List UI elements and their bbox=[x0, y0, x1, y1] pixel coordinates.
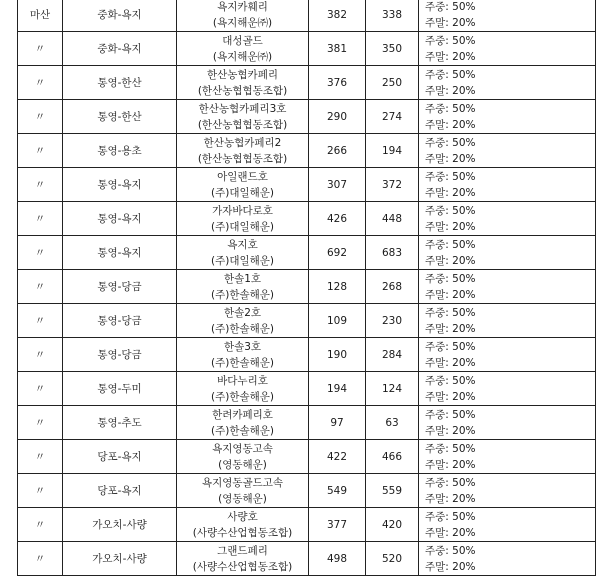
capacity-cell: 422 bbox=[309, 440, 366, 474]
passengers-cell: 683 bbox=[366, 236, 419, 270]
table-row bbox=[18, 0, 596, 32]
ship-operator: (욕지해운㈜) bbox=[212, 50, 273, 63]
weekend-rate: 주말: 20% bbox=[425, 322, 476, 335]
ship-operator: (주)한솔해운) bbox=[210, 424, 274, 437]
weekend-rate: 주말: 20% bbox=[425, 288, 476, 301]
ship-name: 욕지호 bbox=[227, 238, 258, 251]
ship-name: 한려카페리호 bbox=[212, 408, 273, 421]
rate-cell bbox=[419, 100, 596, 134]
route-cell: 통영-당금 bbox=[63, 338, 177, 372]
ship-operator: (한산농협협동조합) bbox=[197, 152, 288, 165]
route-cell: 통영-당금 bbox=[63, 304, 177, 338]
rate-cell bbox=[419, 474, 596, 508]
route-cell: 가오치-사량 bbox=[63, 542, 177, 576]
capacity-cell: 128 bbox=[309, 270, 366, 304]
table-row bbox=[18, 406, 596, 440]
ship-name: 한솔3호 bbox=[223, 340, 262, 353]
ship-name: 대성골드 bbox=[222, 34, 263, 47]
weekday-rate: 주중: 50% bbox=[425, 68, 476, 81]
passengers-cell: 338 bbox=[366, 0, 419, 32]
route-cell: 통영-용초 bbox=[63, 134, 177, 168]
capacity-cell: 381 bbox=[309, 32, 366, 66]
ship-operator: (주)대일해운) bbox=[210, 220, 274, 233]
weekend-rate: 주말: 20% bbox=[425, 560, 476, 573]
capacity-cell: 426 bbox=[309, 202, 366, 236]
table-row bbox=[18, 508, 596, 542]
ship-operator: (영동해운) bbox=[218, 492, 267, 505]
capacity-cell: 549 bbox=[309, 474, 366, 508]
passengers-cell: 372 bbox=[366, 168, 419, 202]
ship-cell bbox=[177, 406, 309, 440]
ship-name: 한산농협카페리 bbox=[206, 68, 278, 81]
table-row bbox=[18, 440, 596, 474]
region-cell: 〃 bbox=[18, 100, 63, 134]
ship-operator: (주)한솔해운) bbox=[210, 288, 274, 301]
weekday-rate: 주중: 50% bbox=[425, 306, 476, 319]
weekday-rate: 주중: 50% bbox=[425, 408, 476, 421]
ship-name: 한솔1호 bbox=[223, 272, 262, 285]
weekend-rate: 주말: 20% bbox=[425, 458, 476, 471]
capacity-cell: 382 bbox=[309, 0, 366, 32]
ship-cell bbox=[177, 338, 309, 372]
ship-name: 아일랜드호 bbox=[217, 170, 268, 183]
ferry-table-body bbox=[18, 0, 596, 576]
route-cell: 통영-당금 bbox=[63, 270, 177, 304]
rate-cell bbox=[419, 66, 596, 100]
capacity-cell: 376 bbox=[309, 66, 366, 100]
region-cell: 〃 bbox=[18, 66, 63, 100]
table-row bbox=[18, 202, 596, 236]
table-row bbox=[18, 372, 596, 406]
weekend-rate: 주말: 20% bbox=[425, 390, 476, 403]
weekend-rate: 주말: 20% bbox=[425, 492, 476, 505]
rate-cell bbox=[419, 134, 596, 168]
weekday-rate: 주중: 50% bbox=[425, 476, 476, 489]
ship-operator: (주)한솔해운) bbox=[210, 322, 274, 335]
table-row bbox=[18, 338, 596, 372]
ship-cell bbox=[177, 0, 309, 32]
ship-cell bbox=[177, 32, 309, 66]
ship-name: 그랜드페리 bbox=[217, 544, 268, 557]
weekday-rate: 주중: 50% bbox=[425, 510, 476, 523]
weekend-rate: 주말: 20% bbox=[425, 526, 476, 539]
route-cell: 통영-욕지 bbox=[63, 236, 177, 270]
ship-operator: (영동해운) bbox=[218, 458, 267, 471]
ship-cell bbox=[177, 474, 309, 508]
passengers-cell: 350 bbox=[366, 32, 419, 66]
rate-cell bbox=[419, 304, 596, 338]
ship-cell bbox=[177, 168, 309, 202]
passengers-cell: 230 bbox=[366, 304, 419, 338]
ship-name: 가자바다로호 bbox=[212, 204, 273, 217]
capacity-cell: 290 bbox=[309, 100, 366, 134]
ship-cell bbox=[177, 304, 309, 338]
region-cell: 〃 bbox=[18, 304, 63, 338]
rate-cell bbox=[419, 338, 596, 372]
ship-operator: (주)대일해운) bbox=[210, 186, 274, 199]
capacity-cell: 377 bbox=[309, 508, 366, 542]
route-cell: 당포-욕지 bbox=[63, 474, 177, 508]
capacity-cell: 307 bbox=[309, 168, 366, 202]
ship-cell bbox=[177, 372, 309, 406]
table-row bbox=[18, 236, 596, 270]
ferry-table bbox=[17, 0, 596, 576]
ship-name: 한산농협카페리2 bbox=[203, 136, 282, 149]
rate-cell bbox=[419, 168, 596, 202]
rate-cell bbox=[419, 406, 596, 440]
region-cell: 〃 bbox=[18, 440, 63, 474]
region-cell: 〃 bbox=[18, 168, 63, 202]
region-cell: 〃 bbox=[18, 508, 63, 542]
route-cell: 통영-한산 bbox=[63, 100, 177, 134]
ship-cell bbox=[177, 508, 309, 542]
weekday-rate: 주중: 50% bbox=[425, 170, 476, 183]
weekday-rate: 주중: 50% bbox=[425, 442, 476, 455]
region-cell: 〃 bbox=[18, 338, 63, 372]
table-row bbox=[18, 100, 596, 134]
weekday-rate: 주중: 50% bbox=[425, 204, 476, 217]
table-row bbox=[18, 168, 596, 202]
region-cell: 〃 bbox=[18, 202, 63, 236]
table-row bbox=[18, 66, 596, 100]
ship-name: 욕지카훼리 bbox=[217, 0, 268, 13]
route-cell: 통영-한산 bbox=[63, 66, 177, 100]
weekend-rate: 주말: 20% bbox=[425, 84, 476, 97]
rate-cell bbox=[419, 372, 596, 406]
weekend-rate: 주말: 20% bbox=[425, 220, 476, 233]
capacity-cell: 190 bbox=[309, 338, 366, 372]
route-cell: 가오치-사량 bbox=[63, 508, 177, 542]
ship-cell bbox=[177, 134, 309, 168]
weekday-rate: 주중: 50% bbox=[425, 34, 476, 47]
ship-name: 바다누리호 bbox=[217, 374, 268, 387]
ship-operator: (주)한솔해운) bbox=[210, 356, 274, 369]
region-cell: 마산 bbox=[18, 0, 63, 32]
weekend-rate: 주말: 20% bbox=[425, 50, 476, 63]
region-cell: 〃 bbox=[18, 542, 63, 576]
passengers-cell: 284 bbox=[366, 338, 419, 372]
region-cell: 〃 bbox=[18, 474, 63, 508]
rate-cell bbox=[419, 440, 596, 474]
weekday-rate: 주중: 50% bbox=[425, 374, 476, 387]
passengers-cell: 194 bbox=[366, 134, 419, 168]
capacity-cell: 266 bbox=[309, 134, 366, 168]
passengers-cell: 448 bbox=[366, 202, 419, 236]
weekend-rate: 주말: 20% bbox=[425, 424, 476, 437]
region-cell: 〃 bbox=[18, 32, 63, 66]
rate-cell bbox=[419, 542, 596, 576]
ship-cell bbox=[177, 100, 309, 134]
ship-operator: (주)한솔해운) bbox=[210, 390, 274, 403]
weekend-rate: 주말: 20% bbox=[425, 152, 476, 165]
table-row bbox=[18, 304, 596, 338]
route-cell: 통영-욕지 bbox=[63, 202, 177, 236]
capacity-cell: 109 bbox=[309, 304, 366, 338]
rate-cell bbox=[419, 202, 596, 236]
ship-operator: (한산농협협동조합) bbox=[197, 84, 288, 97]
weekday-rate: 주중: 50% bbox=[425, 0, 476, 13]
weekday-rate: 주중: 50% bbox=[425, 238, 476, 251]
rate-cell bbox=[419, 32, 596, 66]
ship-cell bbox=[177, 270, 309, 304]
region-cell: 〃 bbox=[18, 372, 63, 406]
passengers-cell: 420 bbox=[366, 508, 419, 542]
capacity-cell: 97 bbox=[309, 406, 366, 440]
ship-operator: (사량수산업협동조합) bbox=[192, 526, 293, 539]
route-cell: 통영-욕지 bbox=[63, 168, 177, 202]
weekend-rate: 주말: 20% bbox=[425, 254, 476, 267]
rate-cell bbox=[419, 236, 596, 270]
ship-name: 한솔2호 bbox=[223, 306, 262, 319]
weekday-rate: 주중: 50% bbox=[425, 544, 476, 557]
weekday-rate: 주중: 50% bbox=[425, 340, 476, 353]
rate-cell bbox=[419, 270, 596, 304]
weekday-rate: 주중: 50% bbox=[425, 136, 476, 149]
passengers-cell: 63 bbox=[366, 406, 419, 440]
ship-cell bbox=[177, 440, 309, 474]
ship-cell bbox=[177, 66, 309, 100]
capacity-cell: 692 bbox=[309, 236, 366, 270]
passengers-cell: 274 bbox=[366, 100, 419, 134]
weekend-rate: 주말: 20% bbox=[425, 16, 476, 29]
capacity-cell: 498 bbox=[309, 542, 366, 576]
table-row bbox=[18, 134, 596, 168]
region-cell: 〃 bbox=[18, 134, 63, 168]
weekday-rate: 주중: 50% bbox=[425, 102, 476, 115]
weekday-rate: 주중: 50% bbox=[425, 272, 476, 285]
passengers-cell: 520 bbox=[366, 542, 419, 576]
route-cell: 통영-추도 bbox=[63, 406, 177, 440]
ship-cell bbox=[177, 236, 309, 270]
table-row bbox=[18, 32, 596, 66]
region-cell: 〃 bbox=[18, 270, 63, 304]
ship-name: 욕지영동골드고속 bbox=[201, 476, 284, 489]
ship-name: 욕지영동고속 bbox=[212, 442, 273, 455]
capacity-cell: 194 bbox=[309, 372, 366, 406]
region-cell: 〃 bbox=[18, 406, 63, 440]
ship-operator: (욕지해운㈜) bbox=[212, 16, 273, 29]
route-cell: 중화-욕지 bbox=[63, 32, 177, 66]
weekend-rate: 주말: 20% bbox=[425, 356, 476, 369]
passengers-cell: 250 bbox=[366, 66, 419, 100]
ship-operator: (주)대일해운) bbox=[210, 254, 274, 267]
route-cell: 중화-욕지 bbox=[63, 0, 177, 32]
ship-name: 사량호 bbox=[227, 510, 258, 523]
ship-name: 한산농협카페리3호 bbox=[198, 102, 287, 115]
route-cell: 당포-욕지 bbox=[63, 440, 177, 474]
ship-cell bbox=[177, 202, 309, 236]
rate-cell bbox=[419, 0, 596, 32]
rate-cell bbox=[419, 508, 596, 542]
passengers-cell: 466 bbox=[366, 440, 419, 474]
passengers-cell: 124 bbox=[366, 372, 419, 406]
weekend-rate: 주말: 20% bbox=[425, 118, 476, 131]
ship-operator: (한산농협협동조합) bbox=[197, 118, 288, 131]
table-row bbox=[18, 542, 596, 576]
ship-cell bbox=[177, 542, 309, 576]
ship-operator: (사량수산업협동조합) bbox=[192, 560, 293, 573]
route-cell: 통영-두미 bbox=[63, 372, 177, 406]
table-row bbox=[18, 270, 596, 304]
region-cell: 〃 bbox=[18, 236, 63, 270]
passengers-cell: 268 bbox=[366, 270, 419, 304]
table-row bbox=[18, 474, 596, 508]
passengers-cell: 559 bbox=[366, 474, 419, 508]
weekend-rate: 주말: 20% bbox=[425, 186, 476, 199]
